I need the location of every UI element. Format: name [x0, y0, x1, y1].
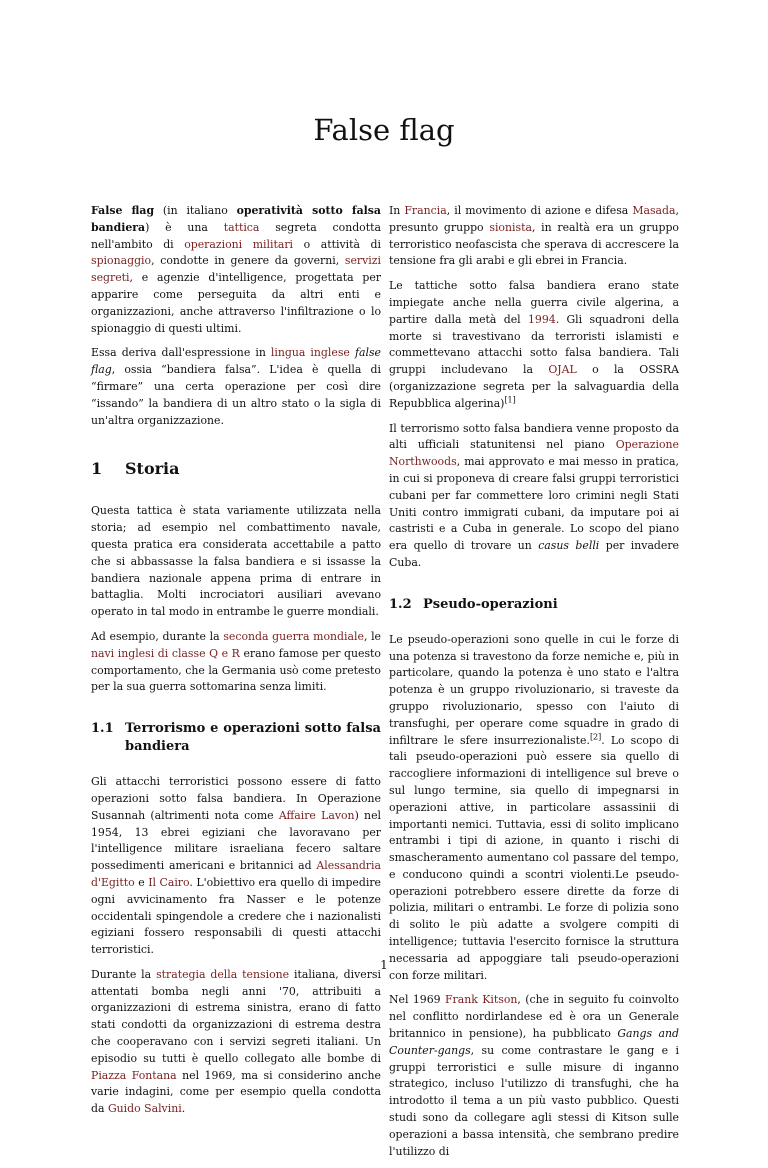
text-run: italiana, diversi attentati bomba negli anni '70, attribuiti a organizzazioni di estrema sinistra, erano di fatto stati condotti da organizzazioni di estrema destra che cooperavano con i servizi segreti italiani. Un episodio su tutti è quello collegato alle bombe di	[91, 967, 381, 1065]
text-run: ) nel 1954, 13 ebrei egiziani che lavoravano per l'intelligence militare israeliana fecero saltare possedimenti americani e britannici ad	[91, 808, 382, 873]
text-run: . Lo scopo di tali pseudo-operazioni può essere sia quello di raccogliere informazioni di intelligence sul breve o sul lungo termine, sia quello di impegnarsi in operazioni attive, in particolare assassinii di importanti nemici. Tuttavia, essi di solito implicano entrambi i tipi di azione, in quanto i rischi di smascheramento aumentano col passare del tempo, e conducono quindi a scontri violenti.Le pseudo-operazioni potrebbero essere dirette da forze di polizia, militari o entrambi. Le forze di polizia sono di solito le più adatte a svolgere compiti di intelligence; tuttavia l'esercito fornisce la struttura necessaria ad appoggiare tali pseudo-operazioni con forze militari.	[389, 733, 679, 982]
wiki-link[interactable]: Operazione Northwoods	[389, 438, 679, 469]
storia-paragraph-2	[91, 629, 381, 696]
text-run: Essa deriva dall'espressione in	[91, 346, 271, 360]
text-run: Le tattiche sotto falsa bandiera erano state impiegate anche nella guerra civile algerina, a partire dalla metà del	[389, 279, 679, 326]
wiki-link[interactable]: Masada	[632, 204, 676, 217]
wiki-link[interactable]: lingua inglese	[270, 346, 350, 360]
page-number: 1	[380, 958, 388, 972]
text-run: , e agenzie d'intelligence, progettata per apparire come perseguita da altri enti e organizzazioni, anche attraverso l'infiltrazione o lo spionaggio di questi ultimi.	[91, 271, 381, 335]
article-title: False flag	[313, 113, 455, 147]
text-run: o attività di	[293, 237, 381, 251]
section-heading-storia	[91, 459, 381, 479]
algeria-paragraph	[389, 278, 679, 412]
bold-term: False flag	[91, 204, 155, 217]
text-run: ) è una	[145, 220, 224, 234]
subsection-title: Pseudo-operazioni	[423, 596, 558, 612]
italic-term: casus belli	[538, 539, 600, 553]
text-run: o la OSSRA (organizzazione segreta per la salvaguardia della Repubblica algerina)	[389, 363, 679, 410]
text-run: , presunto gruppo	[389, 204, 679, 234]
wiki-link[interactable]: seconda guerra mondiale	[223, 629, 364, 643]
text-run: , in realtà era un gruppo terroristico neofascista che sperava di accrescere la tensione fra gli arabi e gli ebrei in Francia.	[389, 220, 679, 268]
text-run: Le pseudo-operazioni sono quelle in cui le forze di una potenza si travestono da forze nemiche e, più in particolare, quando la potenza è uno stato e l'altra potenza è un gruppo rivoluzionario, si traveste da gruppo rivoluzionario, spesso con l'aiuto di transfughi, per operare come squadre in grado di infiltrare le sfere insurrezionaliste.	[389, 632, 679, 747]
wiki-link[interactable]: Frank Kitson	[444, 993, 518, 1007]
subsection-number: 1.1	[91, 721, 114, 737]
pseudo-paragraph	[389, 632, 679, 985]
subsection-title: Terrorismo e operazioni sotto falsa bandiera	[125, 721, 381, 755]
francia-paragraph	[389, 203, 679, 270]
kitson-paragraph	[389, 992, 679, 1160]
subsection-heading-pseudo	[389, 596, 679, 614]
wiki-link[interactable]: Guido Salvini	[107, 1102, 182, 1116]
right-column	[389, 203, 679, 1168]
wiki-link[interactable]: Francia	[404, 204, 447, 217]
text-run: erano famose per questo comportamento, che la Germania usò come pretesto per la sua guerra sottomarina senza limiti.	[91, 646, 381, 694]
text-run: Gli attacchi terroristici possono essere di fatto operazioni sotto falsa bandiera. In Operazione Susannah (altrimenti nota come	[91, 775, 381, 822]
wiki-link[interactable]: Affaire Lavon	[278, 808, 355, 822]
text-run: Il terrorismo sotto falsa bandiera venne proposto da alti ufficiali statunitensi nel piano	[389, 421, 679, 452]
wiki-link[interactable]: strategia della tensione	[156, 967, 290, 981]
text-run: , mai approvato e mai messo in pratica, in cui si proponeva di creare falsi gruppi terroristici cubani per far commettere loro crimini negli Stati Uniti contro immigrati cubani, da imputare poi ai castristi e a Cuba in generale. Lo scopo del piano era quello di trovare un	[389, 455, 679, 553]
text-run: nel 1969, ma si considerino anche varie indagini, come per esempio quella condotta da	[91, 1068, 381, 1116]
text-run: Durante la	[91, 967, 157, 981]
text-run: Nel 1969	[389, 993, 445, 1007]
wiki-link[interactable]: operazioni militari	[184, 237, 294, 251]
text-run: , le	[363, 629, 381, 643]
text-run: e	[134, 875, 149, 889]
northwoods-paragraph	[389, 421, 679, 572]
intro-paragraph	[91, 203, 381, 337]
wiki-link[interactable]: OJAL	[548, 363, 577, 377]
italic-term: false flag	[91, 346, 381, 377]
wiki-link[interactable]: tattica	[223, 220, 260, 234]
italic-term: Gangs and Counter-gangs	[389, 1027, 679, 1057]
wiki-link[interactable]: servizi segreti	[91, 254, 381, 285]
section-title: Storia	[125, 459, 180, 479]
text-run: . L'obiettivo era quello di impedire ogni avvicinamento fra Nasser e le potenze occidentali spingendole a credere che i nazionalisti egiziani fossero responsabili di questi attacchi terroristici.	[91, 875, 381, 957]
text-run: , ossia “bandiera falsa”. L'idea è quella di “firmare” una certa operazione per così dire “issando” la bandiera di un altro stato o la sigla di un'altra organizzazione.	[91, 363, 381, 427]
wiki-link[interactable]: Il Cairo	[148, 875, 190, 889]
wiki-link[interactable]: 1994	[527, 312, 556, 326]
origin-paragraph	[91, 345, 381, 429]
text-run: . Gli squadroni della morte si travestivano da terroristi islamisti e commettevano attacchi sotto falsa bandiera. Tali gruppi includevano la	[389, 312, 679, 377]
text-run: .	[181, 1102, 186, 1116]
citation-ref[interactable]: [1]	[504, 395, 516, 405]
text-run: , condotte in genere da governi,	[151, 254, 345, 268]
text-run: per invadere Cuba.	[389, 539, 679, 569]
left-column	[91, 203, 381, 1126]
text-run: (in italiano	[154, 204, 237, 217]
text-run: Questa tattica è stata variamente utilizzata nella storia; ad esempio nel combattimento navale, questa pratica era considerata accettabile a patto che si abbassasse la falsa bandiera e si issasse la bandiera nazionale appena prima di entrare in battaglia. Molti incrociatori ausiliari avevano operato in tal modo in entrambe le guerre mondiali.	[91, 504, 381, 619]
text-run: , (che in seguito fu coinvolto nel conflitto nordirlandese ed è ora un Generale britannico in pensione), ha pubblicato	[389, 993, 679, 1041]
text-run: segreta condotta nell'ambito di	[91, 220, 381, 251]
subsection-heading-terrorismo	[91, 720, 381, 756]
section-number: 1	[91, 459, 103, 479]
terrorismo-paragraph-2	[91, 967, 381, 1118]
terrorismo-paragraph-1	[91, 774, 381, 959]
text-run: , il movimento di azione e difesa	[446, 204, 633, 217]
wiki-link[interactable]: sionista	[489, 220, 532, 234]
citation-ref[interactable]: [2]	[589, 731, 602, 741]
wiki-link[interactable]: navi inglesi di classe Q e R	[91, 646, 240, 660]
wiki-link[interactable]: spionaggio	[91, 254, 152, 268]
text-run: Ad esempio, durante la	[91, 629, 224, 643]
wiki-link[interactable]: Piazza Fontana	[91, 1068, 177, 1082]
bold-term: operatività sotto falsa bandiera	[91, 204, 381, 234]
text-run: In	[389, 204, 405, 217]
storia-paragraph-1	[91, 503, 381, 621]
wiki-link[interactable]: Alessandria d'Egitto	[91, 859, 381, 889]
text-run: , su come contrastare le gang e i gruppi terroristici e sulle misure di inganno strategico, incluso l'utilizzo di transfughi, che ha introdotto il tema a un più vasto pubblico. Questi studi sono da collegare agli stessi di Kitson sulle operazioni a bassa intensità, che sembrano predire l'utilizzo di	[389, 1043, 679, 1158]
subsection-number: 1.2	[389, 596, 412, 612]
